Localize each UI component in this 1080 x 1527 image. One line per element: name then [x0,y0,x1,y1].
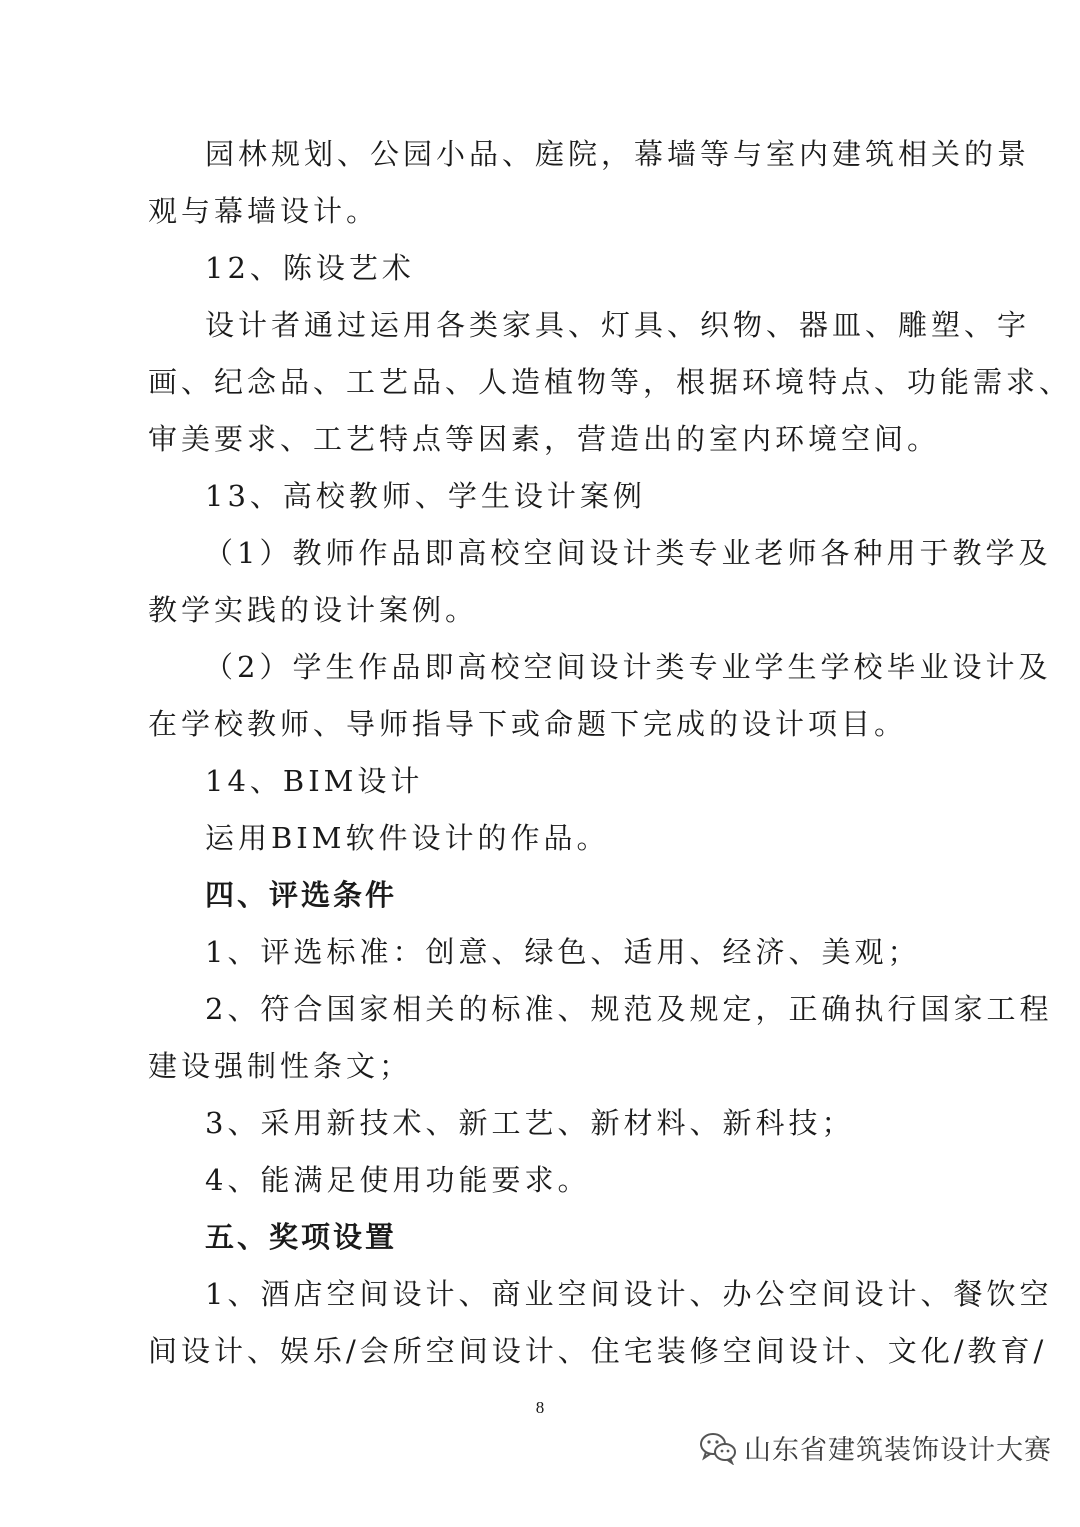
section-item-title: 14、BIM设计 [205,764,424,798]
section-heading: 五、奖项设置 [205,1220,398,1254]
paragraph-line: 运用BIM软件设计的作品。 [205,821,610,855]
paragraph-line: 教学实践的设计案例。 [148,593,479,627]
watermark-text: 山东省建筑装饰设计大赛 [744,1435,1052,1466]
watermark [698,1428,1052,1467]
page-number: 8 [535,1398,545,1417]
list-item: 1、评选标准：创意、绿色、适用、经济、美观； [205,935,921,969]
list-item: 4、能满足使用功能要求。 [205,1163,591,1197]
paragraph-line: （1）教师作品即高校空间设计类专业老师各种用于教学及 [204,536,1052,570]
section-item-title: 13、高校教师、学生设计案例 [205,479,646,513]
section-heading: 四、评选条件 [205,878,398,912]
paragraph-line: 在学校教师、导师指导下或命题下完成的设计项目。 [148,707,908,741]
paragraph-line: 审美要求、工艺特点等因素，营造出的室内环境空间。 [148,422,941,456]
paragraph-line: （2）学生作品即高校空间设计类专业学生学校毕业设计及 [204,650,1052,684]
wechat-icon [698,1431,738,1465]
paragraph-line: 观与幕墙设计。 [148,194,380,228]
list-item: 3、采用新技术、新工艺、新材料、新科技； [205,1106,855,1140]
list-item: 1、酒店空间设计、商业空间设计、办公空间设计、餐饮空 [205,1277,1053,1311]
paragraph-line: 间设计、娱乐/会所空间设计、住宅装修空间设计、文化/教育/ [148,1334,1048,1368]
paragraph-line: 建设强制性条文； [148,1049,413,1083]
section-item-title: 12、陈设艺术 [205,251,415,285]
paragraph-line: 园林规划、公园小品、庭院，幕墙等与室内建筑相关的景 [205,137,1031,171]
paragraph-line: 画、纪念品、工艺品、人造植物等，根据环境特点、功能需求、 [148,365,1073,399]
list-item: 2、符合国家相关的标准、规范及规定，正确执行国家工程 [205,992,1053,1026]
paragraph-line: 设计者通过运用各类家具、灯具、织物、器皿、雕塑、字 [205,308,1031,342]
